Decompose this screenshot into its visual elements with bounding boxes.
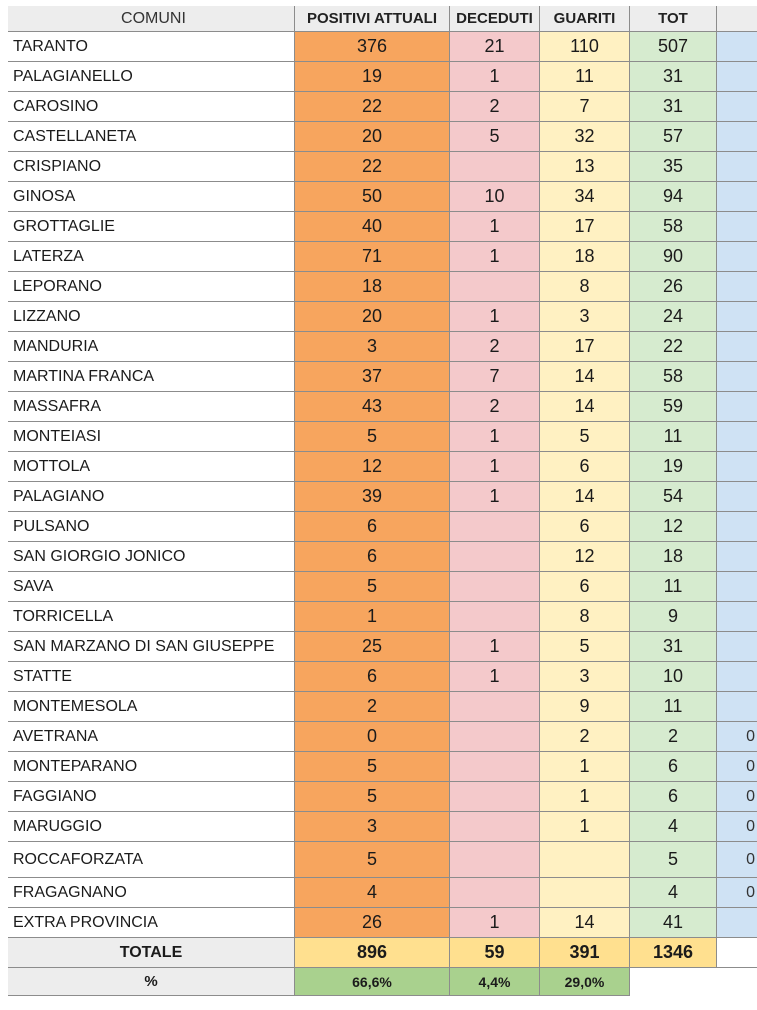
deceduti-cell[interactable]: 5 — [450, 122, 540, 152]
positivi-cell[interactable]: 5 — [295, 572, 450, 602]
tot-cell[interactable]: 24 — [630, 302, 717, 332]
tot-cell[interactable]: 11 — [630, 572, 717, 602]
tot-cell[interactable]: 6 — [630, 752, 717, 782]
deceduti-cell[interactable]: 1 — [450, 302, 540, 332]
comune-name[interactable]: FAGGIANO — [8, 782, 295, 812]
positivi-cell[interactable]: 43 — [295, 392, 450, 422]
tot-cell[interactable]: 31 — [630, 632, 717, 662]
extra-cell[interactable] — [717, 908, 757, 938]
positivi-cell[interactable]: 5 — [295, 422, 450, 452]
guariti-cell[interactable]: 5 — [540, 632, 630, 662]
extra-cell[interactable]: 0 — [717, 878, 757, 908]
guariti-cell[interactable]: 34 — [540, 182, 630, 212]
comune-name[interactable]: MOTTOLA — [8, 452, 295, 482]
tot-cell[interactable]: 11 — [630, 692, 717, 722]
guariti-cell[interactable]: 3 — [540, 302, 630, 332]
guariti-cell[interactable]: 8 — [540, 602, 630, 632]
positivi-cell[interactable]: 22 — [295, 92, 450, 122]
tot-cell[interactable]: 22 — [630, 332, 717, 362]
comune-name[interactable]: GINOSA — [8, 182, 295, 212]
guariti-cell[interactable]: 17 — [540, 212, 630, 242]
guariti-cell[interactable]: 5 — [540, 422, 630, 452]
tot-cell[interactable]: 10 — [630, 662, 717, 692]
positivi-cell[interactable]: 2 — [295, 692, 450, 722]
comune-name[interactable]: CASTELLANETA — [8, 122, 295, 152]
deceduti-cell[interactable] — [450, 512, 540, 542]
deceduti-cell[interactable] — [450, 842, 540, 878]
deceduti-cell[interactable]: 7 — [450, 362, 540, 392]
tot-cell[interactable]: 90 — [630, 242, 717, 272]
extra-cell[interactable] — [717, 302, 757, 332]
percent-deceduti[interactable]: 4,4% — [450, 968, 540, 996]
deceduti-cell[interactable] — [450, 782, 540, 812]
percent-empty[interactable] — [630, 968, 717, 996]
positivi-cell[interactable]: 26 — [295, 908, 450, 938]
percent-extra[interactable] — [717, 968, 757, 996]
deceduti-cell[interactable] — [450, 272, 540, 302]
guariti-cell[interactable]: 110 — [540, 32, 630, 62]
tot-cell[interactable]: 4 — [630, 812, 717, 842]
extra-cell[interactable] — [717, 392, 757, 422]
extra-cell[interactable] — [717, 692, 757, 722]
positivi-cell[interactable]: 19 — [295, 62, 450, 92]
comune-name[interactable]: MONTEPARANO — [8, 752, 295, 782]
guariti-cell[interactable]: 18 — [540, 242, 630, 272]
tot-cell[interactable]: 41 — [630, 908, 717, 938]
guariti-cell[interactable]: 9 — [540, 692, 630, 722]
deceduti-cell[interactable]: 2 — [450, 392, 540, 422]
guariti-cell[interactable]: 2 — [540, 722, 630, 752]
deceduti-cell[interactable] — [450, 602, 540, 632]
totale-deceduti[interactable]: 59 — [450, 938, 540, 968]
positivi-cell[interactable]: 5 — [295, 842, 450, 878]
tot-cell[interactable]: 31 — [630, 92, 717, 122]
extra-cell[interactable] — [717, 182, 757, 212]
extra-cell[interactable]: 0 — [717, 722, 757, 752]
comune-name[interactable]: STATTE — [8, 662, 295, 692]
guariti-cell[interactable]: 6 — [540, 452, 630, 482]
tot-cell[interactable]: 57 — [630, 122, 717, 152]
comune-name[interactable]: TORRICELLA — [8, 602, 295, 632]
deceduti-cell[interactable] — [450, 722, 540, 752]
positivi-cell[interactable]: 376 — [295, 32, 450, 62]
tot-cell[interactable]: 26 — [630, 272, 717, 302]
positivi-cell[interactable]: 5 — [295, 782, 450, 812]
comune-name[interactable]: PULSANO — [8, 512, 295, 542]
tot-cell[interactable]: 12 — [630, 512, 717, 542]
extra-cell[interactable] — [717, 152, 757, 182]
comune-name[interactable]: PALAGIANO — [8, 482, 295, 512]
header-guariti[interactable]: GUARITI — [540, 6, 630, 32]
comune-name[interactable]: LEPORANO — [8, 272, 295, 302]
positivi-cell[interactable]: 37 — [295, 362, 450, 392]
guariti-cell[interactable]: 17 — [540, 332, 630, 362]
covid-table — [8, 6, 757, 996]
comune-name[interactable]: CAROSINO — [8, 92, 295, 122]
positivi-cell[interactable]: 3 — [295, 812, 450, 842]
positivi-cell[interactable]: 71 — [295, 242, 450, 272]
tot-cell[interactable]: 9 — [630, 602, 717, 632]
percent-label[interactable]: % — [8, 968, 295, 996]
percent-guariti[interactable]: 29,0% — [540, 968, 630, 996]
comune-name[interactable]: ROCCAFORZATA — [8, 842, 295, 878]
header-deceduti[interactable]: DECEDUTI — [450, 6, 540, 32]
tot-cell[interactable]: 5 — [630, 842, 717, 878]
totale-positivi[interactable]: 896 — [295, 938, 450, 968]
positivi-cell[interactable]: 22 — [295, 152, 450, 182]
comune-name[interactable]: MARTINA FRANCA — [8, 362, 295, 392]
comune-name[interactable]: GROTTAGLIE — [8, 212, 295, 242]
deceduti-cell[interactable]: 1 — [450, 908, 540, 938]
comune-name[interactable]: LATERZA — [8, 242, 295, 272]
positivi-cell[interactable]: 3 — [295, 332, 450, 362]
comune-name[interactable]: MARUGGIO — [8, 812, 295, 842]
deceduti-cell[interactable]: 1 — [450, 452, 540, 482]
positivi-cell[interactable]: 40 — [295, 212, 450, 242]
deceduti-cell[interactable] — [450, 878, 540, 908]
extra-cell[interactable] — [717, 242, 757, 272]
deceduti-cell[interactable]: 1 — [450, 632, 540, 662]
guariti-cell[interactable]: 8 — [540, 272, 630, 302]
tot-cell[interactable]: 58 — [630, 362, 717, 392]
guariti-cell[interactable]: 6 — [540, 512, 630, 542]
extra-cell[interactable] — [717, 572, 757, 602]
tot-cell[interactable]: 11 — [630, 422, 717, 452]
extra-cell[interactable] — [717, 482, 757, 512]
tot-cell[interactable]: 4 — [630, 878, 717, 908]
guariti-cell[interactable]: 1 — [540, 812, 630, 842]
extra-cell[interactable] — [717, 422, 757, 452]
deceduti-cell[interactable]: 1 — [450, 482, 540, 512]
comune-name[interactable]: TARANTO — [8, 32, 295, 62]
guariti-cell[interactable]: 14 — [540, 392, 630, 422]
extra-cell[interactable] — [717, 632, 757, 662]
positivi-cell[interactable]: 0 — [295, 722, 450, 752]
deceduti-cell[interactable] — [450, 152, 540, 182]
guariti-cell[interactable]: 11 — [540, 62, 630, 92]
extra-cell[interactable]: 0 — [717, 782, 757, 812]
positivi-cell[interactable]: 6 — [295, 662, 450, 692]
extra-cell[interactable] — [717, 362, 757, 392]
positivi-cell[interactable]: 18 — [295, 272, 450, 302]
comune-name[interactable]: FRAGAGNANO — [8, 878, 295, 908]
tot-cell[interactable]: 54 — [630, 482, 717, 512]
extra-cell[interactable] — [717, 62, 757, 92]
guariti-cell[interactable]: 1 — [540, 782, 630, 812]
deceduti-cell[interactable]: 1 — [450, 212, 540, 242]
tot-cell[interactable]: 94 — [630, 182, 717, 212]
comune-name[interactable]: PALAGIANELLO — [8, 62, 295, 92]
deceduti-cell[interactable] — [450, 812, 540, 842]
tot-cell[interactable]: 507 — [630, 32, 717, 62]
positivi-cell[interactable]: 5 — [295, 752, 450, 782]
comune-name[interactable]: CRISPIANO — [8, 152, 295, 182]
guariti-cell[interactable]: 1 — [540, 752, 630, 782]
header-positivi[interactable]: POSITIVI ATTUALI — [295, 6, 450, 32]
extra-cell[interactable] — [717, 332, 757, 362]
comune-name[interactable]: AVETRANA — [8, 722, 295, 752]
positivi-cell[interactable]: 6 — [295, 542, 450, 572]
deceduti-cell[interactable]: 2 — [450, 332, 540, 362]
comune-name[interactable]: SAVA — [8, 572, 295, 602]
positivi-cell[interactable]: 50 — [295, 182, 450, 212]
deceduti-cell[interactable] — [450, 542, 540, 572]
guariti-cell[interactable]: 7 — [540, 92, 630, 122]
tot-cell[interactable]: 59 — [630, 392, 717, 422]
deceduti-cell[interactable]: 1 — [450, 62, 540, 92]
tot-cell[interactable]: 6 — [630, 782, 717, 812]
comune-name[interactable]: EXTRA PROVINCIA — [8, 908, 295, 938]
positivi-cell[interactable]: 20 — [295, 302, 450, 332]
totale-tot[interactable]: 1346 — [630, 938, 717, 968]
guariti-cell[interactable]: 14 — [540, 362, 630, 392]
guariti-cell[interactable]: 14 — [540, 482, 630, 512]
deceduti-cell[interactable] — [450, 572, 540, 602]
extra-cell[interactable] — [717, 92, 757, 122]
positivi-cell[interactable]: 20 — [295, 122, 450, 152]
extra-cell[interactable] — [717, 512, 757, 542]
header-extra[interactable] — [717, 6, 757, 32]
extra-cell[interactable]: 0 — [717, 842, 757, 878]
guariti-cell[interactable]: 6 — [540, 572, 630, 602]
deceduti-cell[interactable]: 21 — [450, 32, 540, 62]
positivi-cell[interactable]: 1 — [295, 602, 450, 632]
deceduti-cell[interactable] — [450, 692, 540, 722]
comune-name[interactable]: MASSAFRA — [8, 392, 295, 422]
positivi-cell[interactable]: 4 — [295, 878, 450, 908]
comune-name[interactable]: SAN GIORGIO JONICO — [8, 542, 295, 572]
deceduti-cell[interactable]: 1 — [450, 242, 540, 272]
header-tot[interactable]: TOT — [630, 6, 717, 32]
deceduti-cell[interactable]: 10 — [450, 182, 540, 212]
deceduti-cell[interactable] — [450, 752, 540, 782]
guariti-cell[interactable]: 32 — [540, 122, 630, 152]
guariti-cell[interactable]: 3 — [540, 662, 630, 692]
deceduti-cell[interactable]: 1 — [450, 422, 540, 452]
extra-cell[interactable] — [717, 122, 757, 152]
deceduti-cell[interactable]: 1 — [450, 662, 540, 692]
extra-cell[interactable]: 0 — [717, 752, 757, 782]
guariti-cell[interactable] — [540, 842, 630, 878]
tot-cell[interactable]: 58 — [630, 212, 717, 242]
guariti-cell[interactable]: 14 — [540, 908, 630, 938]
positivi-cell[interactable]: 12 — [295, 452, 450, 482]
totale-extra[interactable] — [717, 938, 757, 968]
extra-cell[interactable] — [717, 542, 757, 572]
positivi-cell[interactable]: 6 — [295, 512, 450, 542]
extra-cell[interactable]: 0 — [717, 812, 757, 842]
tot-cell[interactable]: 2 — [630, 722, 717, 752]
comune-name[interactable]: MONTEMESOLA — [8, 692, 295, 722]
extra-cell[interactable] — [717, 662, 757, 692]
header-comuni[interactable]: COMUNI — [8, 6, 295, 32]
positivi-cell[interactable]: 25 — [295, 632, 450, 662]
guariti-cell[interactable] — [540, 878, 630, 908]
totale-guariti[interactable]: 391 — [540, 938, 630, 968]
guariti-cell[interactable]: 12 — [540, 542, 630, 572]
comune-name[interactable]: MONTEIASI — [8, 422, 295, 452]
tot-cell[interactable]: 19 — [630, 452, 717, 482]
extra-cell[interactable] — [717, 212, 757, 242]
totale-label[interactable]: TOTALE — [8, 938, 295, 968]
guariti-cell[interactable]: 13 — [540, 152, 630, 182]
extra-cell[interactable] — [717, 602, 757, 632]
tot-cell[interactable]: 35 — [630, 152, 717, 182]
comune-name[interactable]: LIZZANO — [8, 302, 295, 332]
extra-cell[interactable] — [717, 32, 757, 62]
percent-positivi[interactable]: 66,6% — [295, 968, 450, 996]
comune-name[interactable]: MANDURIA — [8, 332, 295, 362]
deceduti-cell[interactable]: 2 — [450, 92, 540, 122]
positivi-cell[interactable]: 39 — [295, 482, 450, 512]
tot-cell[interactable]: 18 — [630, 542, 717, 572]
extra-cell[interactable] — [717, 452, 757, 482]
extra-cell[interactable] — [717, 272, 757, 302]
tot-cell[interactable]: 31 — [630, 62, 717, 92]
comune-name[interactable]: SAN MARZANO DI SAN GIUSEPPE — [8, 632, 295, 662]
